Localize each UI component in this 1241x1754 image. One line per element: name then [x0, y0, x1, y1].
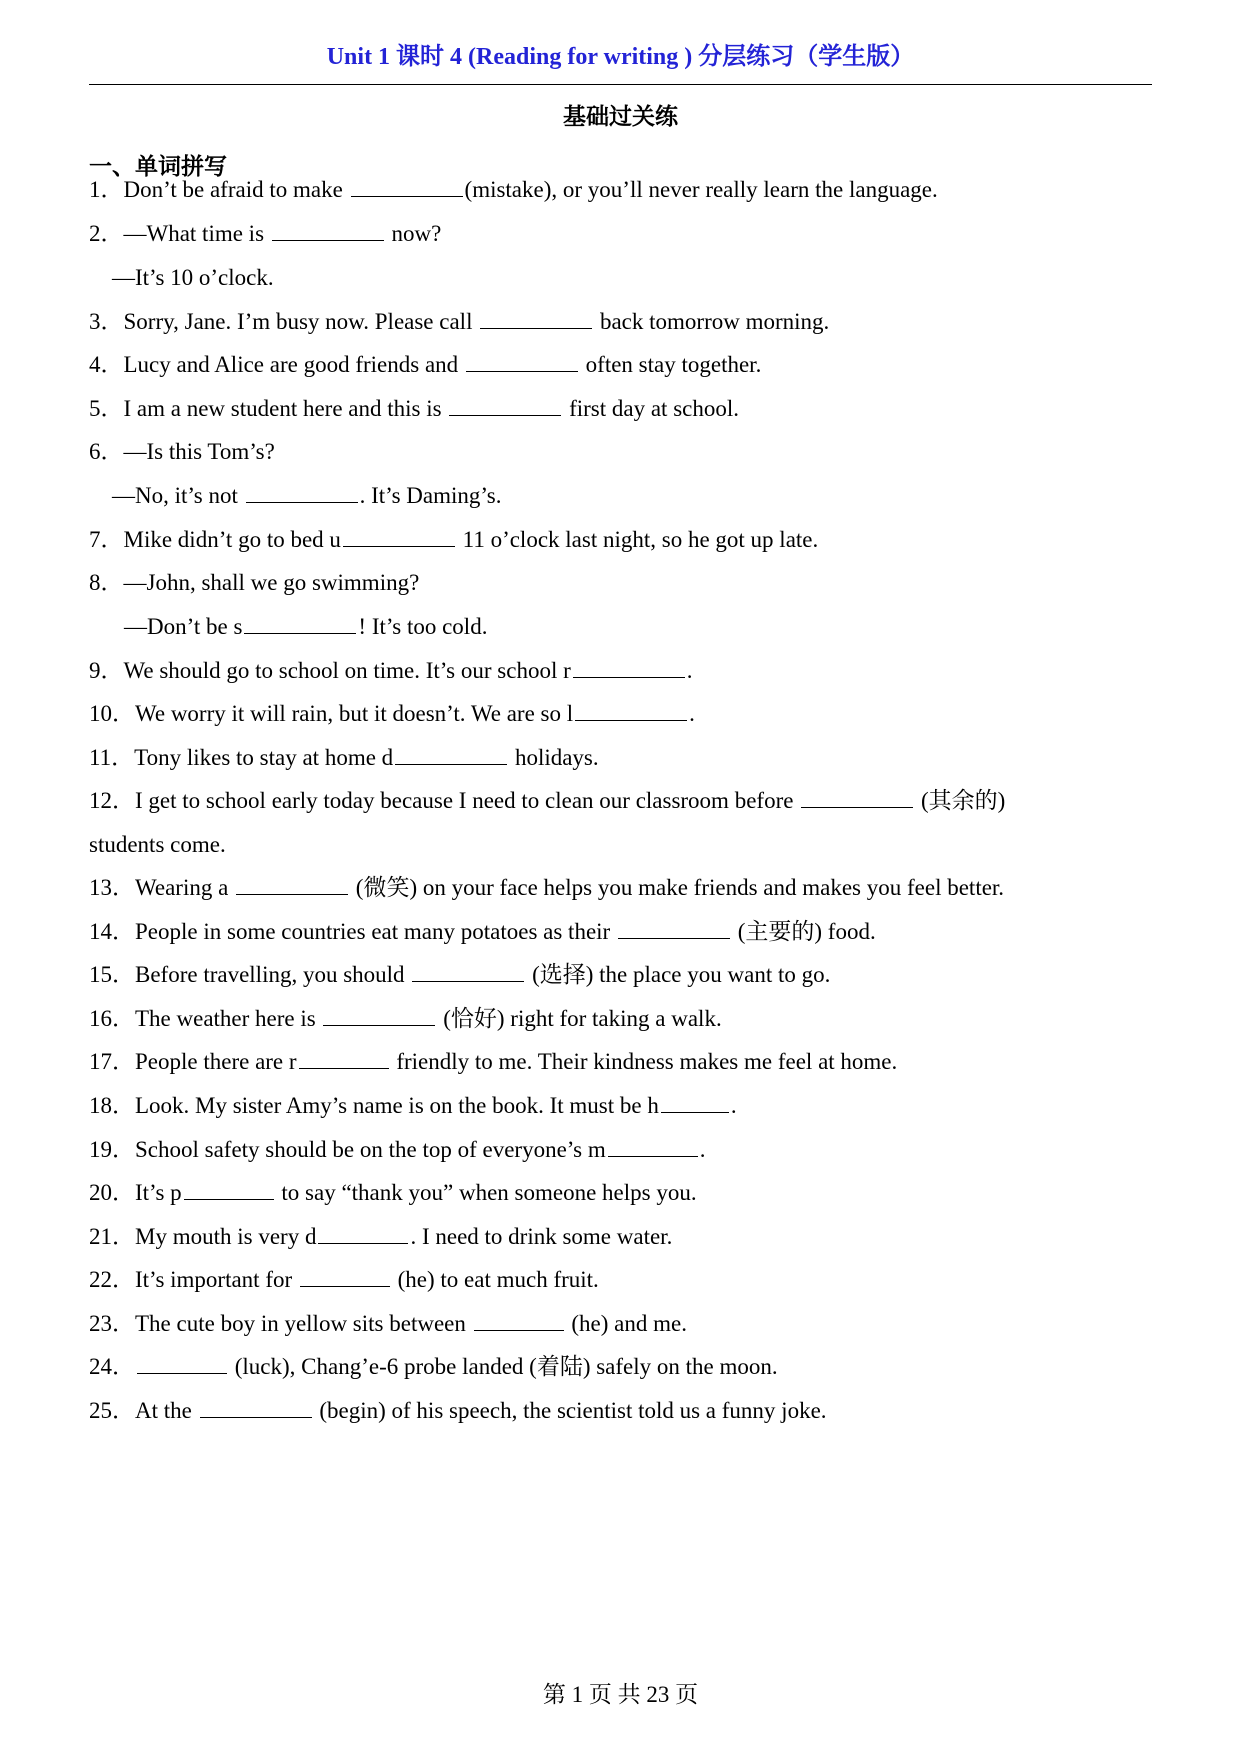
reply-text: —It’s 10 o’clock. [112, 265, 274, 290]
question-20 [89, 1178, 697, 1208]
question-number: 10． [89, 701, 135, 726]
question-text: (选择) the place you want to go. [526, 962, 831, 987]
question-number: 6． [89, 439, 124, 464]
reply-text: —Don’t be s [124, 614, 243, 639]
question-19 [89, 1135, 706, 1165]
answer-blank[interactable] [184, 1179, 274, 1200]
question-number: 23． [89, 1311, 135, 1336]
question-text: (he) to eat much fruit. [391, 1267, 599, 1292]
answer-blank[interactable] [608, 1136, 698, 1157]
question-text: students come. [89, 832, 226, 857]
section-title: 基础过关练 [563, 104, 678, 130]
question-number: 17． [89, 1049, 135, 1074]
question-15 [89, 960, 830, 990]
reply-text: . It’s Daming’s. [359, 483, 502, 508]
question-number: 21． [89, 1224, 135, 1249]
question-text: School safety should be on the top of everyone’s m [135, 1137, 606, 1162]
answer-blank[interactable] [412, 961, 524, 982]
question-text: (begin) of his speech, the scientist told us a funny joke. [313, 1398, 827, 1423]
question-text: (主要的) food. [731, 919, 876, 944]
question-text: People in some countries eat many potatoes as their [135, 919, 616, 944]
question-23 [89, 1309, 687, 1339]
page-footer: 第 1 页 共 23 页 [542, 1682, 699, 1707]
question-text: Mike didn’t go to bed u [123, 527, 341, 552]
question-text: first day at school. [563, 396, 739, 421]
question-text: now? [385, 221, 442, 246]
question-13 [89, 873, 1004, 903]
question-text: back tomorrow morning. [594, 309, 830, 334]
answer-blank[interactable] [299, 1048, 389, 1069]
question-text: . I need to drink some water. [410, 1224, 673, 1249]
question-18 [89, 1091, 737, 1121]
question-25 [89, 1396, 827, 1426]
question-text: It’s important for [135, 1267, 298, 1292]
question-8 [89, 568, 419, 598]
question-text: . [699, 1137, 706, 1162]
question-21 [89, 1222, 672, 1252]
question-8-reply [124, 612, 487, 642]
question-14 [89, 917, 876, 947]
question-text: —John, shall we go swimming? [123, 570, 420, 595]
question-number: 18． [89, 1093, 135, 1118]
question-text: It’s p [135, 1180, 182, 1205]
question-7 [89, 525, 818, 555]
question-12-continuation [89, 830, 226, 860]
question-text: We should go to school on time. It’s our school r [123, 658, 571, 683]
question-text: Sorry, Jane. I’m busy now. Please call [123, 309, 479, 334]
answer-blank[interactable] [395, 744, 507, 765]
question-1 [89, 175, 938, 205]
part-heading: 一、单词拼写 [89, 154, 227, 180]
question-text: friendly to me. Their kindness makes me feel at home. [390, 1049, 898, 1074]
answer-blank[interactable] [351, 176, 463, 197]
question-text: (恰好) right for taking a walk. [437, 1006, 722, 1031]
question-number: 1． [89, 177, 124, 202]
answer-blank[interactable] [272, 220, 384, 241]
answer-blank[interactable] [200, 1397, 312, 1418]
answer-blank[interactable] [323, 1005, 435, 1026]
answer-blank[interactable] [474, 1310, 564, 1331]
answer-blank[interactable] [801, 787, 913, 808]
question-number: 19． [89, 1137, 135, 1162]
question-6-reply [112, 481, 501, 511]
question-text: Look. My sister Amy’s name is on the book. It must be h [135, 1093, 659, 1118]
reply-text: ! It’s too cold. [358, 614, 488, 639]
question-6 [89, 437, 275, 467]
question-9 [89, 656, 693, 686]
question-text: holidays. [509, 745, 599, 770]
question-11 [89, 743, 599, 773]
question-text: Before travelling, you should [135, 962, 411, 987]
question-10 [89, 699, 695, 729]
answer-blank[interactable] [661, 1092, 729, 1113]
question-text: My mouth is very d [135, 1224, 317, 1249]
question-2 [89, 219, 441, 249]
question-number: 25． [89, 1398, 135, 1423]
answer-blank[interactable] [575, 700, 687, 721]
question-text: The weather here is [135, 1006, 322, 1031]
question-text: to say “thank you” when someone helps you. [275, 1180, 697, 1205]
question-number: 22． [89, 1267, 135, 1292]
question-text: People there are r [135, 1049, 297, 1074]
question-text: At the [135, 1398, 198, 1423]
question-text: I am a new student here and this is [123, 396, 448, 421]
question-3 [89, 307, 829, 337]
reply-text: —No, it’s not [112, 483, 244, 508]
question-text: I get to school early today because I need to clean our classroom before [135, 788, 800, 813]
question-12 [89, 786, 1005, 816]
question-number: 3． [89, 309, 124, 334]
question-text: often stay together. [579, 352, 762, 377]
document-title: Unit 1 课时 4 (Reading for writing ) 分层练习（学生版） [326, 44, 915, 70]
answer-blank[interactable] [246, 482, 358, 503]
question-text: . [689, 701, 695, 726]
question-number: 9． [89, 658, 124, 683]
answer-blank[interactable] [343, 526, 455, 547]
question-5 [89, 394, 739, 424]
question-text: (其余的) [915, 788, 1006, 813]
question-number: 12． [89, 788, 135, 813]
answer-blank[interactable] [466, 351, 578, 372]
question-number: 5． [89, 396, 124, 421]
question-text: Don’t be afraid to make [123, 177, 349, 202]
question-number: 2． [89, 221, 124, 246]
question-text: The cute boy in yellow sits between [135, 1311, 472, 1336]
question-number: 20． [89, 1180, 135, 1205]
answer-blank[interactable] [236, 874, 348, 895]
question-text: (he) and me. [565, 1311, 687, 1336]
question-text: We worry it will rain, but it doesn’t. We are so l [135, 701, 574, 726]
question-22 [89, 1265, 599, 1295]
question-number: 15． [89, 962, 135, 987]
question-number: 8． [89, 570, 124, 595]
question-24 [89, 1352, 778, 1382]
question-text: . [730, 1093, 737, 1118]
question-text: (mistake), or you’ll never really learn the language. [464, 177, 938, 202]
question-2-reply [112, 263, 274, 293]
question-number: 16． [89, 1006, 135, 1031]
answer-blank[interactable] [449, 395, 561, 416]
question-17 [89, 1047, 897, 1077]
question-number: 14． [89, 919, 135, 944]
answer-blank[interactable] [480, 308, 592, 329]
question-text: —What time is [123, 221, 270, 246]
question-number: 7． [89, 527, 124, 552]
question-text: Lucy and Alice are good friends and [123, 352, 464, 377]
question-16 [89, 1004, 722, 1034]
question-text: (luck), Chang’e-6 probe landed (着陆) safely on the moon. [229, 1354, 778, 1379]
answer-blank[interactable] [573, 657, 685, 678]
answer-blank[interactable] [300, 1266, 390, 1287]
answer-blank[interactable] [137, 1353, 227, 1374]
answer-blank[interactable] [318, 1223, 408, 1244]
header-divider [89, 84, 1152, 85]
question-text: . [686, 658, 693, 683]
question-number: 24． [89, 1354, 135, 1379]
question-number: 13． [89, 875, 135, 900]
question-text: Wearing a [135, 875, 235, 900]
question-4 [89, 350, 761, 380]
question-text: —Is this Tom’s? [123, 439, 275, 464]
question-number: 11． [89, 745, 135, 770]
question-text: Tony likes to stay at home d [134, 745, 394, 770]
question-text: (微笑) on your face helps you make friends and makes you feel better. [350, 875, 1005, 900]
answer-blank[interactable] [618, 918, 730, 939]
question-text: 11 o’clock last night, so he got up late. [456, 527, 819, 552]
answer-blank[interactable] [244, 613, 356, 634]
question-number: 4． [89, 352, 124, 377]
